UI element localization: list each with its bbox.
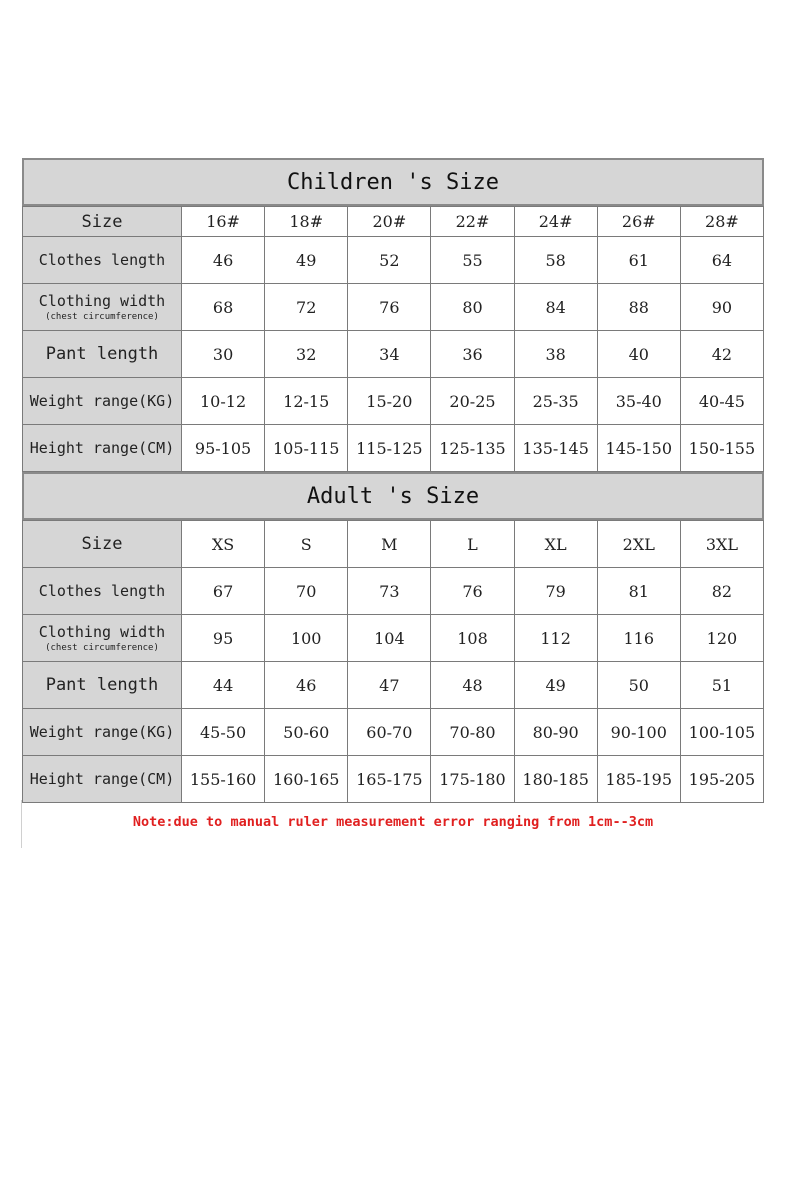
row-label bbox=[23, 284, 182, 331]
table-cell: 105-115 bbox=[265, 425, 348, 472]
children-size-title: Children 's Size bbox=[22, 158, 764, 206]
table-row bbox=[23, 568, 764, 615]
table-cell: 52 bbox=[348, 237, 431, 284]
row-label: Height range(CM) bbox=[23, 425, 182, 472]
table-cell: 44 bbox=[182, 662, 265, 709]
table-cell: 46 bbox=[265, 662, 348, 709]
table-cell: 40-45 bbox=[680, 378, 763, 425]
table-cell: 30 bbox=[182, 331, 265, 378]
size-cell: 26# bbox=[597, 207, 680, 237]
table-cell: 48 bbox=[431, 662, 514, 709]
size-label-cell: Size bbox=[23, 521, 182, 568]
table-cell: 82 bbox=[680, 568, 763, 615]
table-cell: 120 bbox=[680, 615, 763, 662]
table-cell: 35-40 bbox=[597, 378, 680, 425]
row-label: Clothes length bbox=[23, 568, 182, 615]
table-row bbox=[23, 662, 764, 709]
table-cell: 40 bbox=[597, 331, 680, 378]
size-cell: 3XL bbox=[680, 521, 763, 568]
table-cell: 32 bbox=[265, 331, 348, 378]
size-cell: 28# bbox=[680, 207, 763, 237]
table-cell: 104 bbox=[348, 615, 431, 662]
table-cell: 72 bbox=[265, 284, 348, 331]
size-cell: XS bbox=[182, 521, 265, 568]
table-cell: 116 bbox=[597, 615, 680, 662]
row-label: Pant length bbox=[23, 331, 182, 378]
table-cell: 108 bbox=[431, 615, 514, 662]
row-label-subtext: (chest circumference) bbox=[45, 312, 159, 322]
row-label: Clothes length bbox=[23, 237, 182, 284]
table-cell: 195-205 bbox=[680, 756, 763, 803]
size-cell: 24# bbox=[514, 207, 597, 237]
table-cell: 50 bbox=[597, 662, 680, 709]
row-label: Weight range(KG) bbox=[23, 378, 182, 425]
table-row bbox=[23, 615, 764, 662]
table-cell: 61 bbox=[597, 237, 680, 284]
table-cell: 80-90 bbox=[514, 709, 597, 756]
table-cell: 46 bbox=[182, 237, 265, 284]
table-cell: 38 bbox=[514, 331, 597, 378]
row-label-text: Clothing width bbox=[38, 623, 166, 641]
size-cell: 16# bbox=[182, 207, 265, 237]
size-cell: XL bbox=[514, 521, 597, 568]
table-cell: 49 bbox=[514, 662, 597, 709]
row-label-text: Clothing width bbox=[38, 292, 166, 310]
size-cell: 18# bbox=[265, 207, 348, 237]
table-cell: 150-155 bbox=[680, 425, 763, 472]
table-cell: 145-150 bbox=[597, 425, 680, 472]
adult-size-table bbox=[22, 520, 764, 803]
table-cell: 20-25 bbox=[431, 378, 514, 425]
table-cell: 160-165 bbox=[265, 756, 348, 803]
table-cell: 79 bbox=[514, 568, 597, 615]
table-cell: 175-180 bbox=[431, 756, 514, 803]
table-cell: 25-35 bbox=[514, 378, 597, 425]
table-cell: 185-195 bbox=[597, 756, 680, 803]
table-cell: 88 bbox=[597, 284, 680, 331]
row-label bbox=[23, 615, 182, 662]
table-row bbox=[23, 331, 764, 378]
table-cell: 135-145 bbox=[514, 425, 597, 472]
children-size-header-row bbox=[23, 207, 764, 237]
table-cell: 64 bbox=[680, 237, 763, 284]
table-cell: 10-12 bbox=[182, 378, 265, 425]
table-cell: 73 bbox=[348, 568, 431, 615]
table-cell: 100-105 bbox=[680, 709, 763, 756]
row-label-subtext: (chest circumference) bbox=[45, 643, 159, 653]
table-row bbox=[23, 237, 764, 284]
table-row bbox=[23, 425, 764, 472]
row-label: Weight range(KG) bbox=[23, 709, 182, 756]
table-cell: 76 bbox=[348, 284, 431, 331]
table-cell: 68 bbox=[182, 284, 265, 331]
table-cell: 36 bbox=[431, 331, 514, 378]
size-cell: S bbox=[265, 521, 348, 568]
table-row bbox=[23, 709, 764, 756]
table-cell: 42 bbox=[680, 331, 763, 378]
table-cell: 90 bbox=[680, 284, 763, 331]
table-cell: 49 bbox=[265, 237, 348, 284]
row-label: Pant length bbox=[23, 662, 182, 709]
table-cell: 67 bbox=[182, 568, 265, 615]
table-cell: 55 bbox=[431, 237, 514, 284]
table-cell: 12-15 bbox=[265, 378, 348, 425]
table-cell: 165-175 bbox=[348, 756, 431, 803]
table-cell: 180-185 bbox=[514, 756, 597, 803]
table-cell: 70 bbox=[265, 568, 348, 615]
table-cell: 155-160 bbox=[182, 756, 265, 803]
size-cell: L bbox=[431, 521, 514, 568]
table-cell: 51 bbox=[680, 662, 763, 709]
table-cell: 81 bbox=[597, 568, 680, 615]
children-size-table bbox=[22, 206, 764, 472]
table-row bbox=[23, 756, 764, 803]
size-label-cell: Size bbox=[23, 207, 182, 237]
table-cell: 90-100 bbox=[597, 709, 680, 756]
table-cell: 95 bbox=[182, 615, 265, 662]
adult-size-title: Adult 's Size bbox=[22, 472, 764, 520]
table-cell: 112 bbox=[514, 615, 597, 662]
row-label: Height range(CM) bbox=[23, 756, 182, 803]
table-cell: 45-50 bbox=[182, 709, 265, 756]
size-cell: M bbox=[348, 521, 431, 568]
table-cell: 15-20 bbox=[348, 378, 431, 425]
size-cell: 22# bbox=[431, 207, 514, 237]
table-cell: 60-70 bbox=[348, 709, 431, 756]
table-cell: 50-60 bbox=[265, 709, 348, 756]
table-cell: 76 bbox=[431, 568, 514, 615]
table-cell: 95-105 bbox=[182, 425, 265, 472]
table-cell: 84 bbox=[514, 284, 597, 331]
table-cell: 115-125 bbox=[348, 425, 431, 472]
size-cell: 2XL bbox=[597, 521, 680, 568]
table-cell: 34 bbox=[348, 331, 431, 378]
size-cell: 20# bbox=[348, 207, 431, 237]
table-row bbox=[23, 378, 764, 425]
table-cell: 70-80 bbox=[431, 709, 514, 756]
table-cell: 47 bbox=[348, 662, 431, 709]
table-cell: 80 bbox=[431, 284, 514, 331]
adult-size-header-row bbox=[23, 521, 764, 568]
table-row bbox=[23, 284, 764, 331]
measurement-note: Note:due to manual ruler measurement error ranging from 1cm--3cm bbox=[132, 814, 654, 830]
size-chart bbox=[22, 158, 764, 803]
table-cell: 100 bbox=[265, 615, 348, 662]
table-cell: 58 bbox=[514, 237, 597, 284]
table-cell: 125-135 bbox=[431, 425, 514, 472]
